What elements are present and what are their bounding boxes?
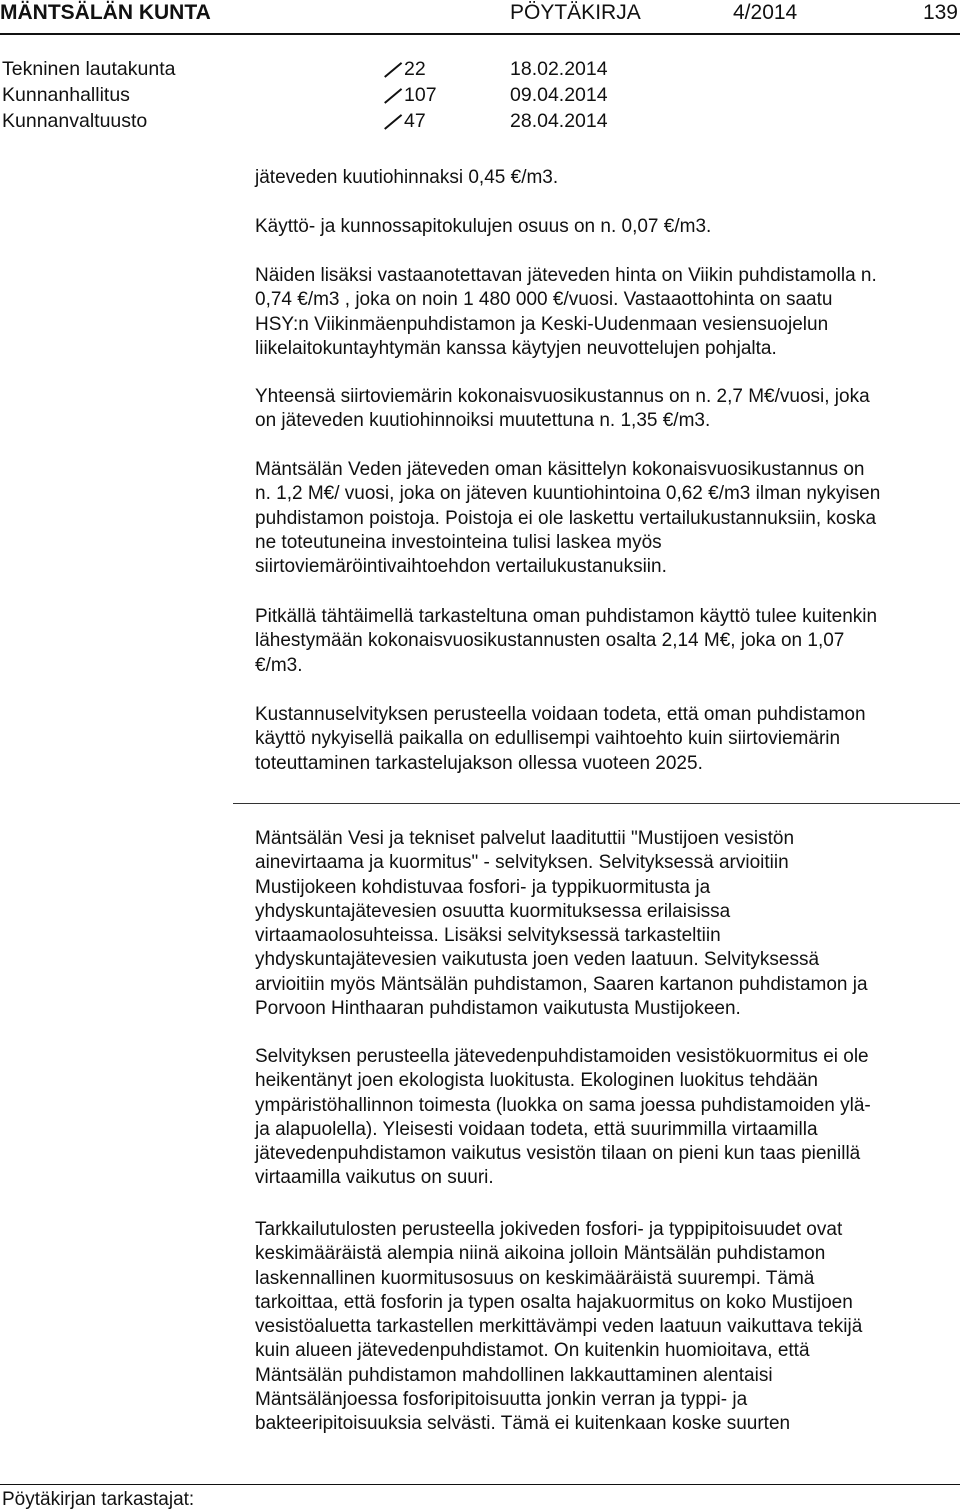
- meeting-body: Kunnanhallitus: [2, 84, 130, 106]
- section-divider: [233, 803, 960, 804]
- footer-rule: [0, 1484, 960, 1485]
- paragraph: Pitkällä tähtäimellä tarkasteltuna oman puhdistamon käyttö tulee kuitenkin lähestymään kokonaisvuosikustannusten osalta 2,14 M€, joka on 1,07 €/m3.: [255, 606, 878, 676]
- paragraph: Mäntsälän Veden jäteveden oman käsittelyn kokonaisvuosikustannus on n. 1,2 M€/ vuosi, joka on jäteven kuuntiohintoina 0,62 €/m3 ilman nykyisen puhdistamon poistoja. Poistoja ei ole laskettu vertailukustannuksiin, koska ne toteutuneina investointeina tulisi laskea myös siirtoviemäröintivaihtoehdon vertailukustanuksiin.: [255, 459, 881, 578]
- paragraph: Selvityksen perusteella jätevedenpuhdistamoiden vesistökuormitus ei ole heikentänyt joen ekologista luokitusta. Ekologinen luokitus tehdään ympäristöhallinnon toimesta (luokka on sama joessa puhdistamoiden ylä- ja alapuolella). Yleisesti voidaan todeta, että suurimmilla virtaamilla jätevedenpuhdistamon vaikutus vesistön tilaan on pieni kun taas pienillä virtaamilla vaikutus on suuri.: [255, 1046, 871, 1189]
- section-number: 107: [404, 84, 437, 106]
- page-number: 139: [922, 1, 958, 24]
- paragraph: Mäntsälän Vesi ja tekniset palvelut laadituttii "Mustijoen vesistön ainevirtaama ja kuormitus" - selvityksen. Selvityksessä arvioitiin Mustijokeen kohdistuvaa fosfori- ja typpikuormitusta ja yhdyskuntajätevesien osuutta kuormituksessa erilaisissa virtaamaolosuhteissa. Lisäksi selvityksessä tarkasteltiin yhdyskuntajätevesien vaikutusta joen veden laatuun. Selvityksessä arvioitiin myös Mäntsälän puhdistamon, Saaren kartanon puhdistamon ja Porvoon Hinthaaran puhdistamon vaikutusta Mustijokeen.: [255, 828, 868, 1020]
- meeting-date: 09.04.2014: [510, 84, 608, 106]
- header-rule: [0, 33, 960, 35]
- issue-number: 4/2014: [733, 1, 798, 24]
- meeting-body: Tekninen lautakunta: [2, 58, 176, 80]
- paragraph: Näiden lisäksi vastaanotettavan jäteveden hinta on Viikin puhdistamolla n. 0,74 €/m3 , joka on noin 1 480 000 €/vuosi. Vastaaottohinta on saatu HSY:n Viikinmäenpuhdistamon ja Keski-Uudenmaan vesiensuojelun liikelaitokuntayhtymän kanssa käytyjen neuvottelujen pohjalta.: [255, 265, 877, 359]
- meeting-date: 28.04.2014: [510, 110, 608, 132]
- meeting-body: Kunnanvaltuusto: [2, 110, 148, 132]
- minutes-reviewers-label: Pöytäkirjan tarkastajat:: [2, 1489, 195, 1510]
- section-number: 22: [404, 58, 426, 80]
- document-type: PÖYTÄKIRJA: [510, 1, 641, 24]
- section-number: 47: [404, 110, 426, 132]
- meeting-date: 18.02.2014: [510, 58, 608, 80]
- section-mark: [382, 111, 404, 131]
- paragraph: jäteveden kuutiohinnaksi 0,45 €/m3.: [255, 167, 559, 188]
- paragraph: Yhteensä siirtoviemärin kokonaisvuosikustannus on n. 2,7 M€/vuosi, joka on jäteveden kuutiohinnoiksi muutettuna n. 1,35 €/m3.: [255, 386, 870, 432]
- section-mark: [382, 59, 404, 79]
- paragraph: Käyttö- ja kunnossapitokulujen osuus on n. 0,07 €/m3.: [255, 216, 712, 237]
- page-header: [0, 1, 960, 31]
- paragraph: Kustannuselvityksen perusteella voidaan todeta, että oman puhdistamon käyttö nykyisellä paikalla on edullisempi vaihtoehto kuin siirtoviemärin toteuttaminen tarkastelujakson ollessa vuoteen 2025.: [255, 704, 866, 774]
- paragraph: Tarkkailutulosten perusteella jokiveden fosfori- ja typpipitoisuudet ovat keskimääräistä alempia niinä aikoina jolloin Mäntsälän puhdistamon laskennallinen kuormitusosuus on keskimääräistä suurempi. Tämä tarkoittaa, että fosforin ja typen osalta hajakuormitus on koko Mustijoen vesistöaluetta tarkastellen merkittävämpi veden laatuun vaikuttava tekijä kuin alueen jätevedenpuhdistamot. On kuitenkin huomioitava, että Mäntsälän puhdistamon mahdollinen lakkauttaminen alentaisi Mäntsälänjoessa fosforipitoisuutta jonkin verran ja typpi- ja bakteeripitoisuuksia selvästi. Tämä ei kuitenkaan koske suurten: [255, 1219, 863, 1435]
- section-mark: [382, 85, 404, 105]
- organization-name: MÄNTSÄLÄN KUNTA: [0, 1, 211, 24]
